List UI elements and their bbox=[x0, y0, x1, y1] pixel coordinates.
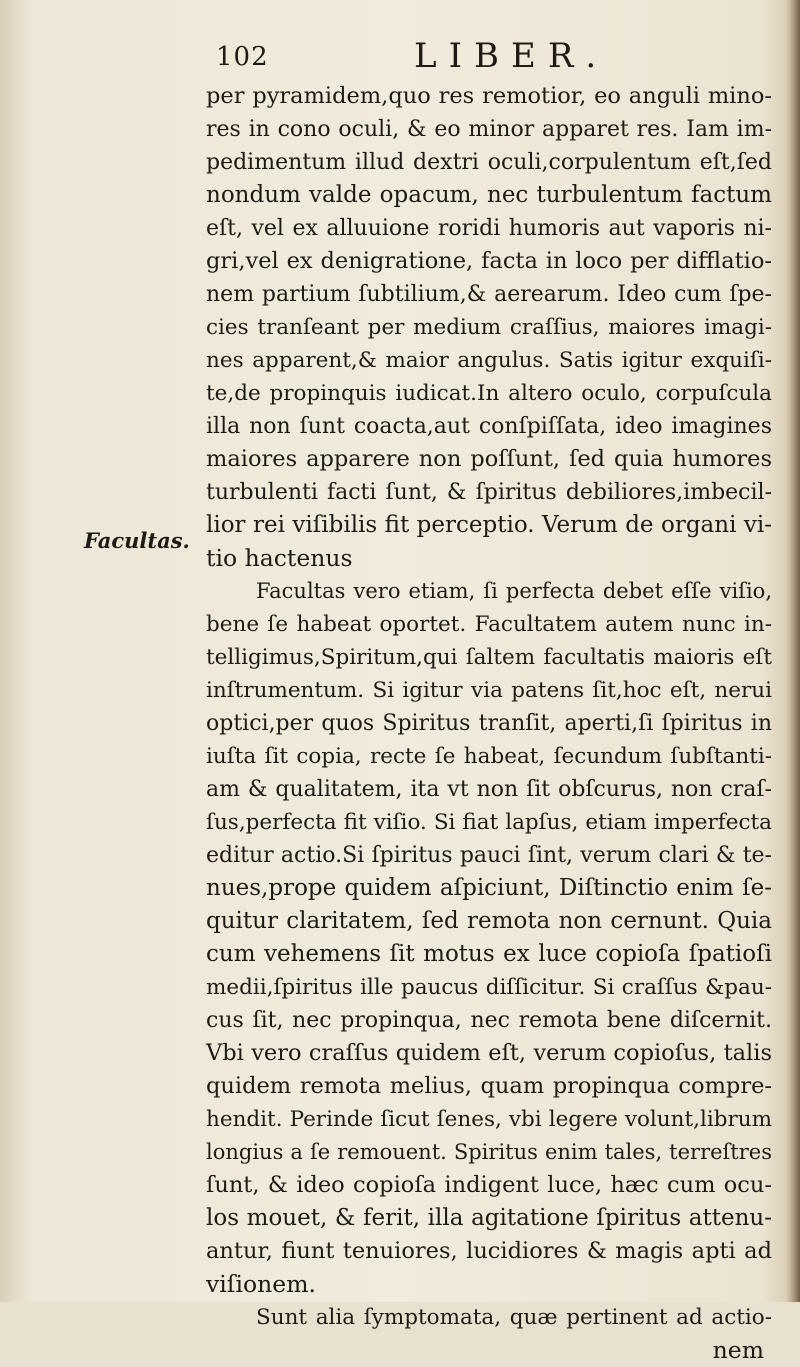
text-line: nondum valde opacum, nec turbulentum factum bbox=[206, 182, 772, 208]
text-line: lior rei viſibilis fit perceptio. Verum de organi vi- bbox=[206, 512, 772, 538]
text-line: cum vehemens ſit motus ex luce copioſa ſpatioſi bbox=[206, 941, 772, 967]
text-line: iuſta ſit copia, recte ſe habeat, ſecundum ſubſtanti- bbox=[206, 744, 772, 769]
running-title: LIBER. bbox=[414, 36, 609, 76]
margin-note: Facultas. bbox=[84, 528, 190, 553]
catchword: nem bbox=[712, 1336, 764, 1364]
text-line: telligimus,Spiritum,qui ſaltem facultatis maioris eſt bbox=[206, 645, 772, 670]
text-line: bene ſe habeat oportet. Facultatem autem nunc in- bbox=[206, 612, 772, 637]
text-line: res in cono oculi, & eo minor apparet res. Iam im- bbox=[206, 117, 772, 142]
text-line: nues,prope quidem aſpiciunt, Diſtinctio enim ſe- bbox=[206, 875, 772, 901]
text-line: viſionem. bbox=[206, 1270, 316, 1298]
text-line: nem partium ſubtilium,& aerearum. Ideo cum ſpe- bbox=[206, 282, 772, 307]
text-line: Sunt alia ſymptomata, quæ pertinent ad actio- bbox=[256, 1305, 772, 1330]
text-line: ſunt, & ideo copioſa indigent luce, hæc cum ocu- bbox=[206, 1172, 772, 1198]
page-edge-shadow bbox=[786, 0, 800, 1302]
text-line: am & qualitatem, ita vt non ſit obſcurus, non craſ- bbox=[206, 777, 772, 802]
text-line: Facultas vero etiam, ſi perfecta debet eſſe viſio, bbox=[256, 579, 772, 603]
text-line: hendit. Perinde ſicut ſenes, vbi legere volunt,librum bbox=[206, 1107, 772, 1132]
text-line: maiores apparere non poſſunt, ſed quia humores bbox=[206, 446, 772, 472]
text-line: pedimentum illud dextri oculi,corpulentum eſt,ſed bbox=[206, 150, 772, 175]
text-line: illa non ſunt coacta,aut conſpiſſata, ideo imagines bbox=[206, 414, 772, 439]
text-line: editur actio.Si ſpiritus pauci ſint, verum clari & te- bbox=[206, 843, 772, 868]
text-line: los mouet, & ferit, illa agitatione ſpiritus attenu- bbox=[206, 1205, 772, 1231]
body-text bbox=[206, 80, 772, 1367]
text-line: cies tranſeant per medium craſſius, maiores imagi- bbox=[206, 315, 772, 340]
text-line: quitur claritatem, ſed remota non cernunt. Quia bbox=[206, 908, 772, 934]
text-line: antur, fiunt tenuiores, lucidiores & magis apti ad bbox=[206, 1238, 772, 1264]
text-line: inſtrumentum. Si igitur via patens ſit,hoc eſt, nerui bbox=[206, 678, 772, 703]
text-line: eſt, vel ex alluuione roridi humoris aut vaporis ni- bbox=[206, 216, 772, 241]
text-line: quidem remota melius, quam propinqua compre- bbox=[206, 1073, 772, 1099]
text-line: per pyramidem,quo res remotior, eo anguli mino- bbox=[206, 83, 772, 109]
text-line: turbulenti facti ſunt, & ſpiritus debiliores,imbecil- bbox=[206, 480, 772, 505]
text-line: optici,per quos Spiritus tranſit, aperti,ſi ſpiritus in bbox=[206, 711, 772, 736]
page-header bbox=[206, 36, 766, 76]
text-line: te,de propinquis iudicat.In altero oculo, corpuſcula bbox=[206, 381, 772, 406]
text-line: Vbi vero craſſus quidem eſt, verum copioſus, talis bbox=[206, 1040, 772, 1066]
text-line: cus ſit, nec propinqua, nec remota bene diſcernit. bbox=[206, 1008, 772, 1033]
page-number: 102 bbox=[216, 42, 269, 72]
text-line: tio hactenus bbox=[206, 544, 353, 572]
text-line: longius a ſe remouent. Spiritus enim tales, terreſtres bbox=[206, 1140, 772, 1164]
text-line: gri,vel ex denigratione, facta in loco per difflatio- bbox=[206, 248, 772, 274]
text-line: nes apparent,& maior angulus. Satis igitur exquiſi- bbox=[206, 348, 772, 373]
text-line: medii,ſpiritus ille paucus diſſicitur. Si craſſus &pau- bbox=[206, 975, 772, 1000]
text-line: ſus,perfecta fit viſio. Si fiat lapſus, etiam imperfecta bbox=[206, 810, 772, 835]
